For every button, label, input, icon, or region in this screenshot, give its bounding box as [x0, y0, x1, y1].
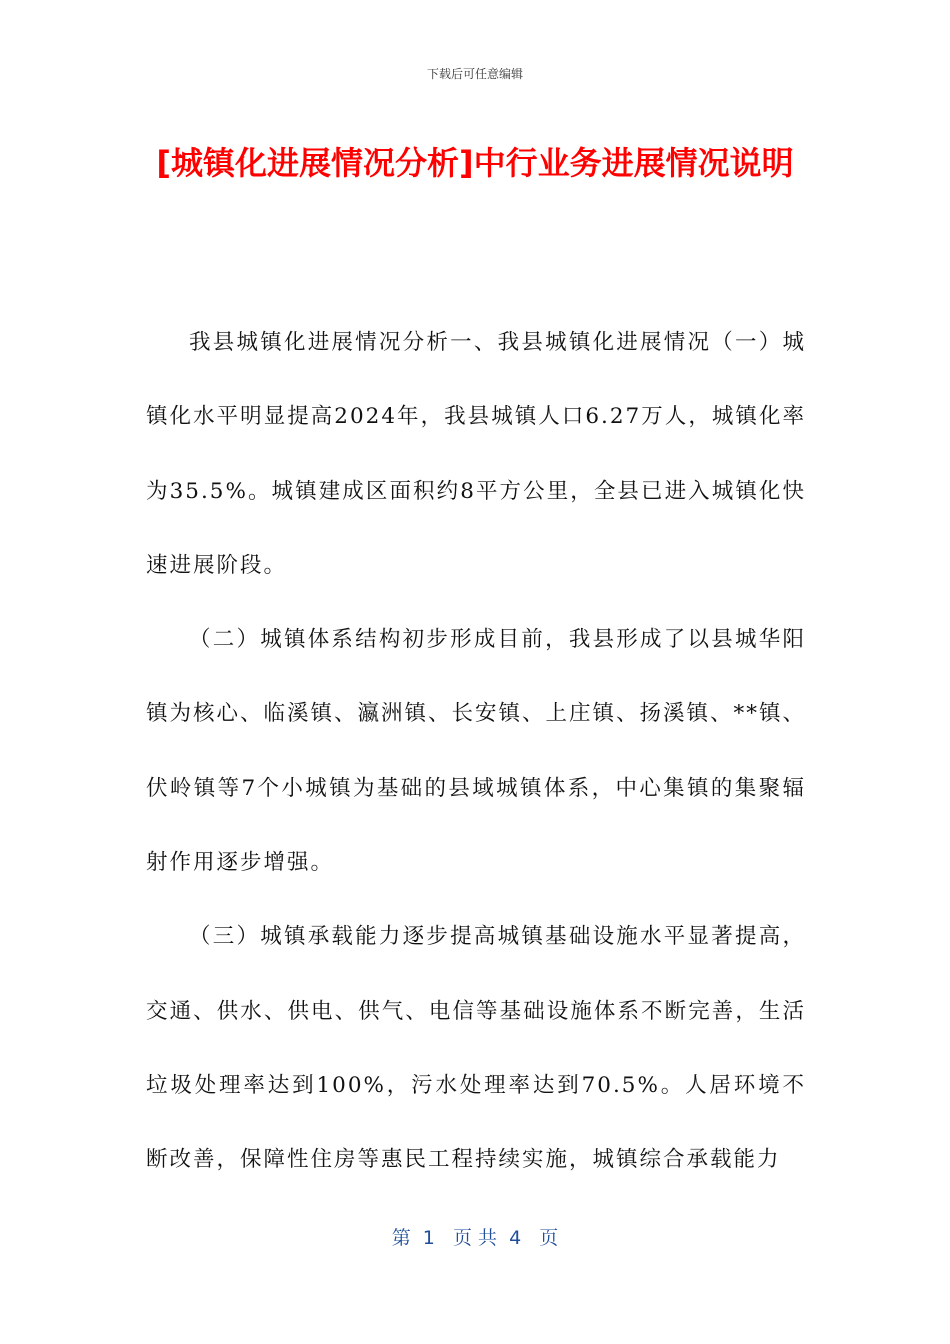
body-paragraph-3: （三）城镇承载能力逐步提高城镇基础设施水平显著提高，交通、供水、供电、供气、电信等基础设施体系不断完善，生活垃圾处理率达到100%，污水处理率达到70.5%。人居环境不断改善，保障性住房等惠民工程持续实施，城镇综合承载能力 — [146, 924, 806, 1173]
body-paragraph-2: （二）城镇体系结构初步形成目前，我县形成了以县城华阳镇为核心、临溪镇、瀛洲镇、长安镇、上庄镇、扬溪镇、**镇、伏岭镇等7个小城镇为基础的县域城镇体系，中心集镇的集聚辐射作用逐步增强。 — [146, 627, 807, 876]
document-title: [城镇化进展情况分析]中行业务进展情况说明 — [156, 144, 794, 182]
body-paragraph-1: 我县城镇化进展情况分析一、我县城镇化进展情况（一）城镇化水平明显提高2024年，我县城镇人口6.27万人，城镇化率为35.5%。城镇建成区面积约8平方公里，全县已进入城镇化快速进展阶段。 — [146, 330, 806, 578]
document-body — [146, 306, 806, 1198]
page-header-note: 下载后可任意编辑 — [426, 67, 523, 81]
page-number-footer: 第 1 页 共 4 页 — [391, 1227, 559, 1249]
